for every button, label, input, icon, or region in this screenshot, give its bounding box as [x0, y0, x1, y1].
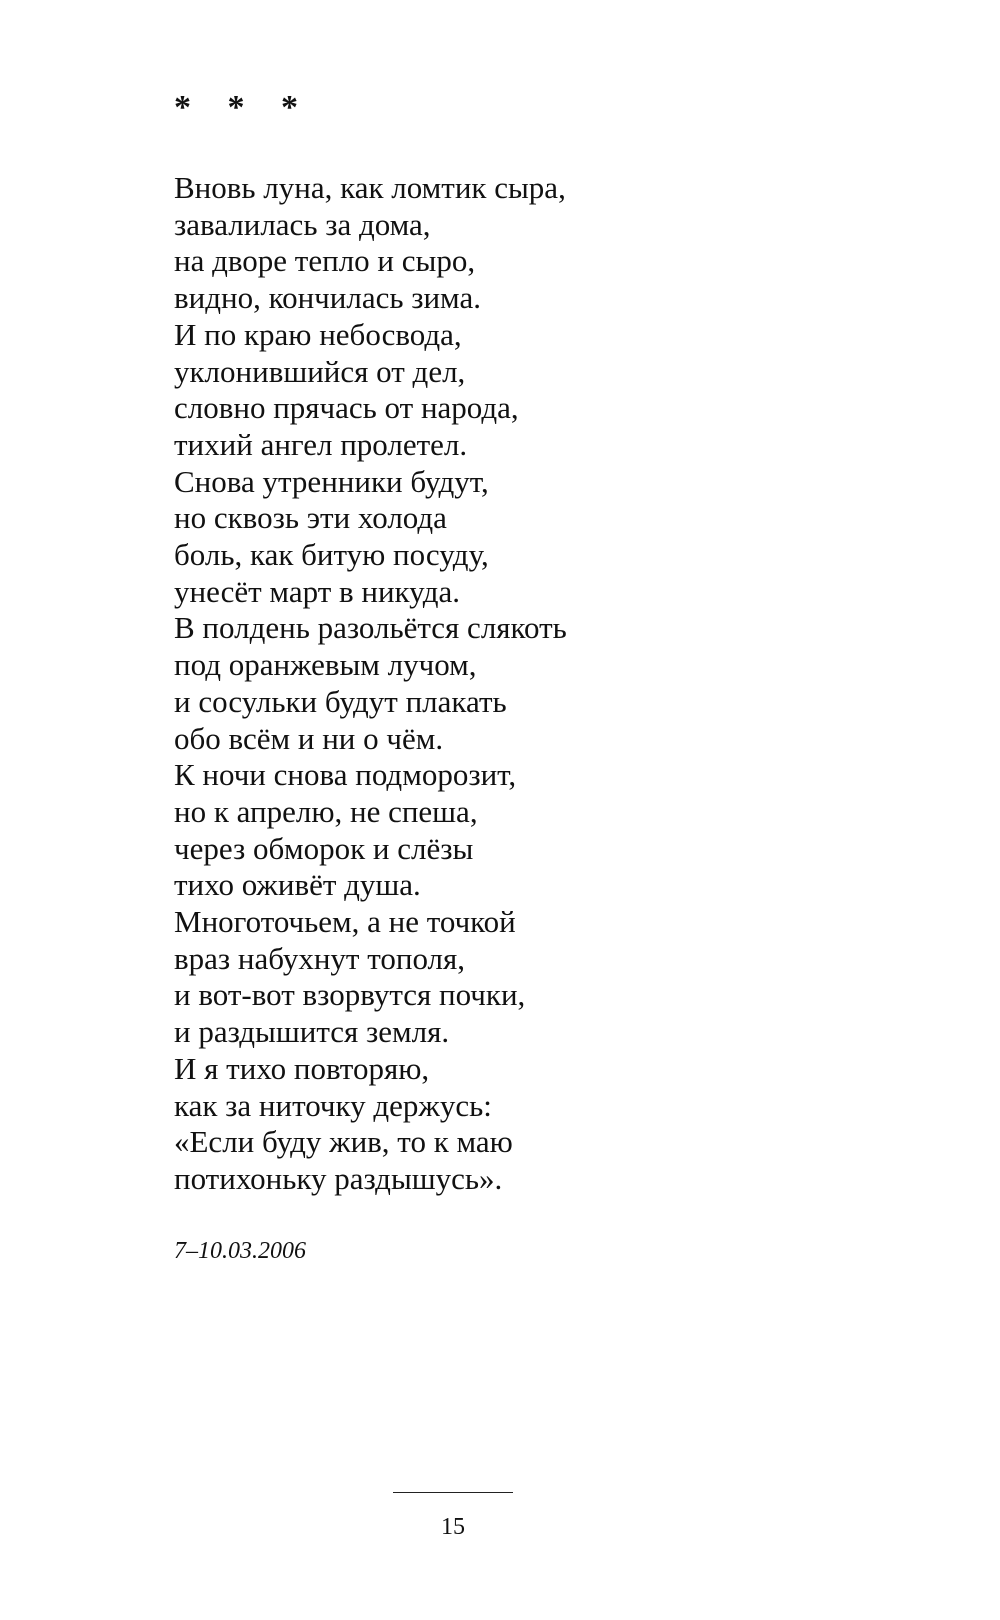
poem-line: но сквозь эти холода	[174, 500, 447, 536]
poem-line: тихий ангел пролетел.	[174, 426, 468, 462]
poem-line: враз набухнут тополя,	[174, 940, 466, 976]
poem-line: и сосульки будут плакать	[174, 683, 507, 719]
poem-line: словно прячась от народа,	[174, 390, 519, 426]
poem-line: под оранжевым лучом,	[174, 647, 477, 683]
poem-line: через обморок и слёзы	[174, 830, 474, 866]
poem-line: В полдень разольётся слякоть	[174, 610, 567, 646]
poem-line: и вот-вот взорвутся почки,	[174, 977, 526, 1013]
poem-line: и раздышится земля.	[174, 1014, 450, 1050]
poem-line: К ночи снова подморозит,	[174, 757, 517, 793]
page-number: 15	[441, 1514, 465, 1540]
poem-line: тихо оживёт душа.	[174, 867, 421, 903]
poem-line: Снова утренники будут,	[174, 463, 489, 499]
poem-line: Многоточьем, а не точкой	[174, 904, 516, 940]
poem-line: но к апрелю, не спеша,	[174, 793, 478, 829]
poem-line: боль, как битую посуду,	[174, 537, 489, 573]
poem-line: потихоньку раздышусь».	[174, 1160, 503, 1196]
poem-line: И я тихо повторяю,	[174, 1050, 430, 1086]
poem-line: И по краю небосвода,	[174, 316, 462, 352]
poem-line: «Если буду жив, то к маю	[174, 1124, 513, 1160]
poem-body	[174, 170, 874, 1198]
poem-line: как за ниточку держусь:	[174, 1087, 492, 1123]
poem-line: унесёт март в никуда.	[174, 573, 461, 609]
poem-line: завалилась за дома,	[174, 206, 431, 242]
poem-line: обо всём и ни о чём.	[174, 720, 444, 756]
poem-line: Вновь луна, как ломтик сыра,	[174, 170, 566, 205]
section-separator: * * *	[174, 89, 312, 126]
poem-line: уклонившийся от дел,	[174, 353, 466, 389]
poem-line: видно, кончилась зима.	[174, 280, 481, 316]
footer-divider	[393, 1492, 513, 1493]
poem-date: 7–10.03.2006	[174, 1238, 306, 1264]
poem-line: на дворе тепло и сыро,	[174, 243, 476, 279]
